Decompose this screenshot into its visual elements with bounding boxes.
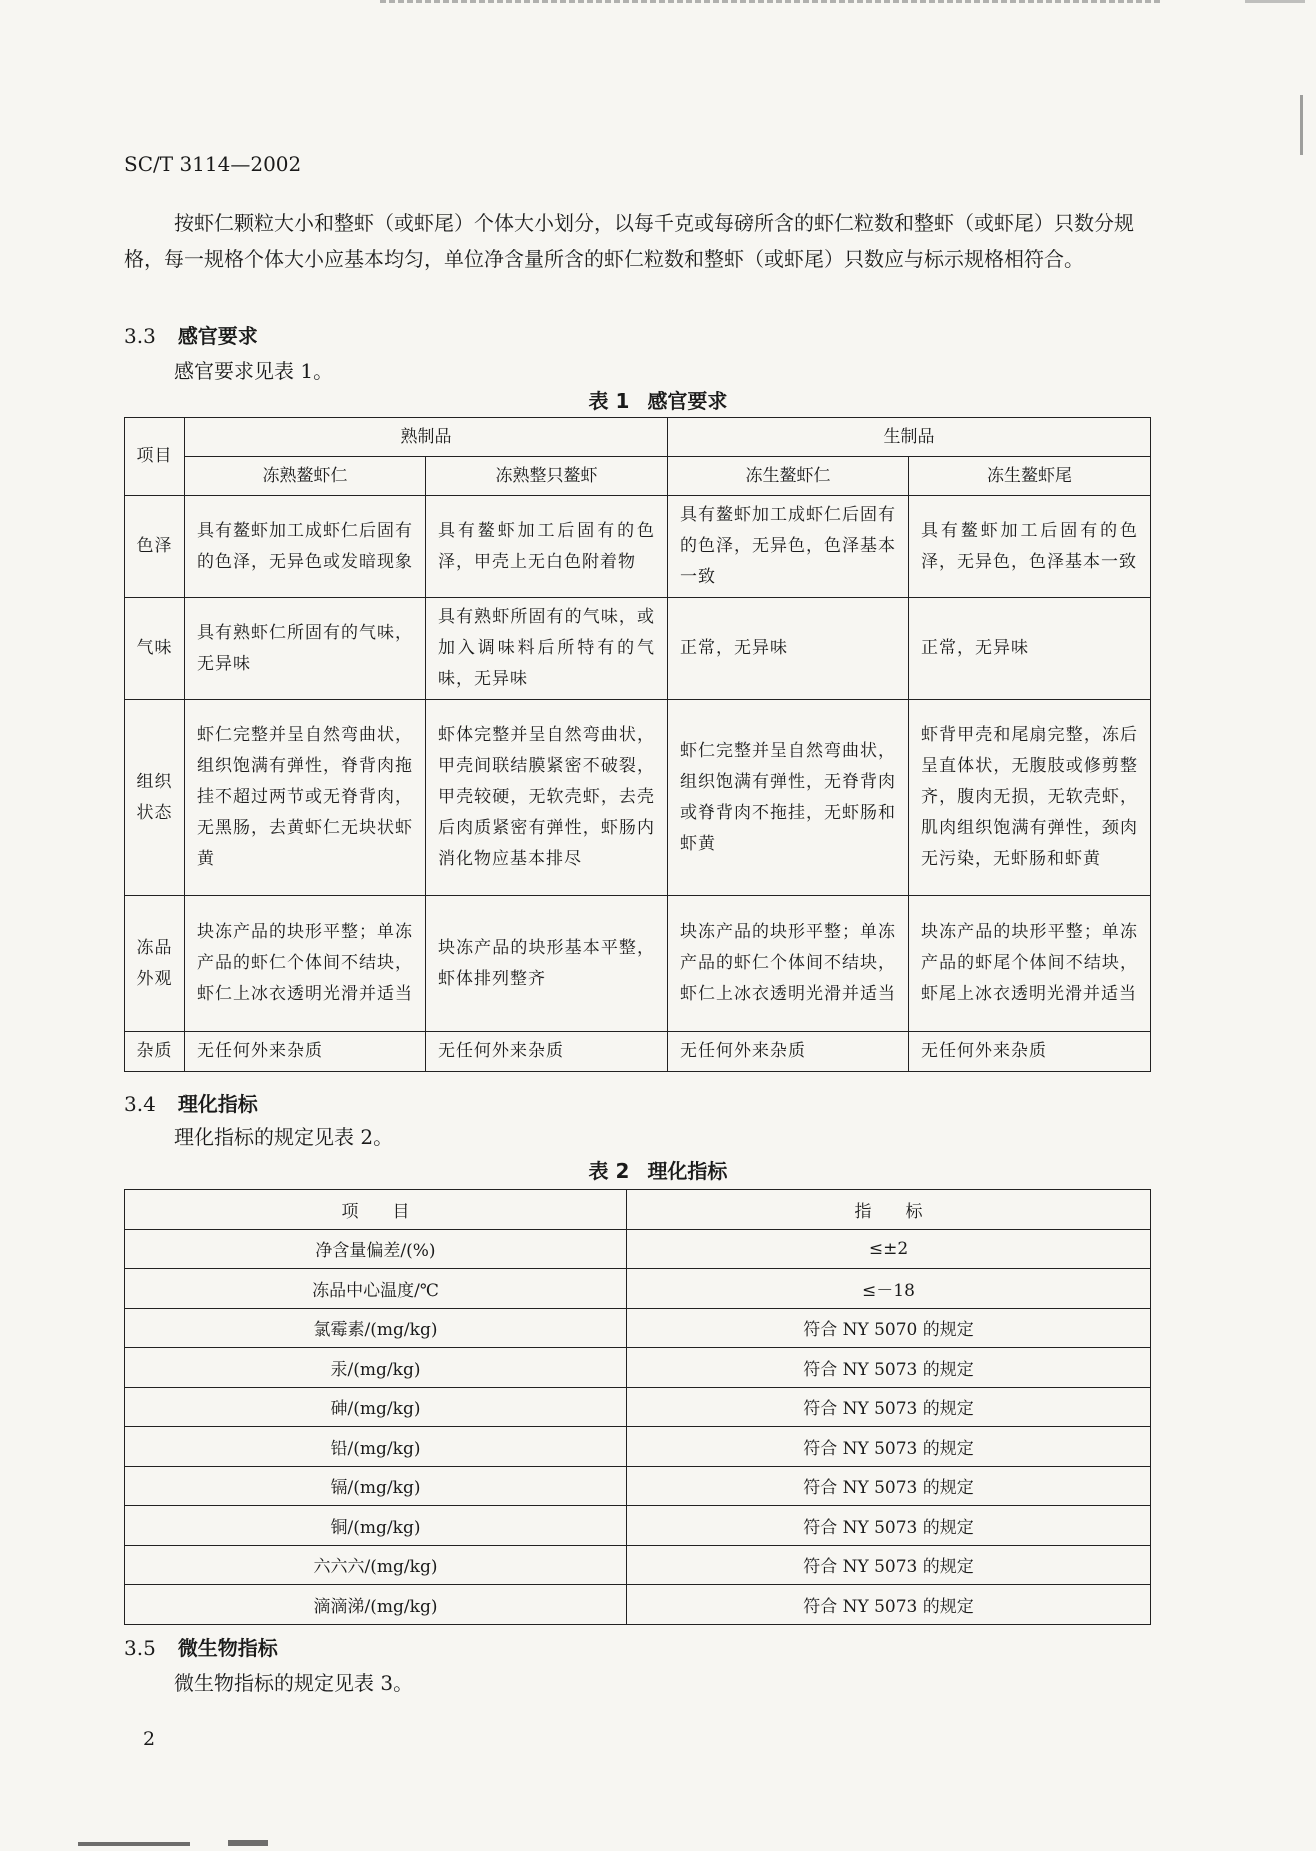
table-cell: 虾背甲壳和尾扇完整，冻后呈直体状，无腹肢或修剪整齐，腹肉无损，无软壳虾，肌肉组织饱满有弹性，颈肉无污染，无虾肠和虾黄 (909, 700, 1151, 896)
table1-caption-number: 表 1 (588, 389, 630, 413)
table1-row-label: 杂质 (125, 1032, 185, 1072)
table-row (125, 1229, 1151, 1269)
table-cell: 符合 NY 5073 的规定 (627, 1545, 1151, 1585)
section-number: 3.5 (124, 1636, 156, 1660)
sensory-requirements-table (124, 417, 1151, 1072)
table-cell: 正常，无异味 (668, 598, 909, 700)
table-cell: 净含量偏差/(%) (125, 1229, 627, 1269)
table-cell: 汞/(mg/kg) (125, 1348, 627, 1388)
section-title: 理化指标 (177, 1092, 258, 1116)
table1-corner-cell: 项目 (125, 418, 185, 496)
table-cell: 具有鳌虾加工后固有的色泽，无异色，色泽基本一致 (909, 496, 1151, 598)
section-title: 微生物指标 (177, 1636, 278, 1660)
table-cell: 砷/(mg/kg) (125, 1387, 627, 1427)
table-row (125, 1269, 1151, 1309)
table1-group-raw: 生制品 (668, 418, 1151, 457)
table1-row-label: 色泽 (125, 496, 185, 598)
table-row (125, 1466, 1151, 1506)
table1-row-label: 组织状态 (125, 700, 185, 896)
scan-bottom-artifact (78, 1842, 190, 1846)
table1-header-row (125, 418, 1151, 457)
table-row (125, 1032, 1151, 1072)
table-cell: 无任何外来杂质 (909, 1032, 1151, 1072)
table2-caption-title: 理化指标 (647, 1159, 728, 1183)
table-cell: 符合 NY 5073 的规定 (627, 1585, 1151, 1625)
table-cell: 具有熟虾所固有的气味，或加入调味料后所特有的气味，无异味 (426, 598, 668, 700)
table-cell: 铜/(mg/kg) (125, 1506, 627, 1546)
table1-group-cooked: 熟制品 (185, 418, 668, 457)
table1-subheader-row (125, 457, 1151, 496)
table-row (125, 1585, 1151, 1625)
table-cell: 符合 NY 5073 的规定 (627, 1387, 1151, 1427)
table-row (125, 1545, 1151, 1585)
table1-caption (0, 385, 1316, 414)
table-cell: 块冻产品的块形平整；单冻产品的虾尾个体间不结块，虾尾上冰衣透明光滑并适当 (909, 896, 1151, 1032)
table-row (125, 1348, 1151, 1388)
intro-paragraph: 按虾仁颗粒大小和整虾（或虾尾）个体大小划分，以每千克或每磅所含的虾仁粒数和整虾（或虾尾）只数分规格，每一规格个体大小应基本均匀，单位净含量所含的虾仁粒数和整虾（或虾尾）只数应与标示规格相符合。 (124, 211, 1134, 271)
physicochemical-indicators-table (124, 1189, 1151, 1625)
section-text-3-5: 微生物指标的规定见表 3。 (174, 1671, 414, 1695)
table-row (125, 1427, 1151, 1467)
table-row (125, 700, 1151, 896)
table2-header-row (125, 1190, 1151, 1230)
table-cell: 无任何外来杂质 (668, 1032, 909, 1072)
table-cell: 氯霉素/(mg/kg) (125, 1308, 627, 1348)
page-number: 2 (143, 1728, 156, 1750)
scan-top-artifact (380, 0, 1160, 7)
table-cell: 铅/(mg/kg) (125, 1427, 627, 1467)
table-cell: ≤－18 (627, 1269, 1151, 1309)
table-cell: 块冻产品的块形平整；单冻产品的虾仁个体间不结块，虾仁上冰衣透明光滑并适当 (668, 896, 909, 1032)
table-cell: 具有鳌虾加工后固有的色泽，甲壳上无白色附着物 (426, 496, 668, 598)
section-heading-3-5 (124, 1632, 278, 1661)
table-cell: 符合 NY 5073 的规定 (627, 1348, 1151, 1388)
table-cell: 镉/(mg/kg) (125, 1466, 627, 1506)
table-cell: 虾仁完整并呈自然弯曲状，组织饱满有弹性，脊背肉拖挂不超过两节或无脊背肉，无黑肠，去黄虾仁无块状虾黄 (185, 700, 426, 896)
table2-col-header: 指 标 (627, 1190, 1151, 1230)
table-cell: 符合 NY 5070 的规定 (627, 1308, 1151, 1348)
table-cell: 虾体完整并呈自然弯曲状，甲壳间联结膜紧密不破裂，甲壳较硬，无软壳虾，去壳后肉质紧密有弹性，虾肠内消化物应基本排尽 (426, 700, 668, 896)
table-cell: 滴滴涕/(mg/kg) (125, 1585, 627, 1625)
table-row (125, 1506, 1151, 1546)
section-number: 3.3 (124, 324, 156, 348)
table1-col-header: 冻熟鳌虾仁 (185, 457, 426, 496)
section-text-3-3: 感官要求见表 1。 (174, 359, 334, 383)
table2-col-header: 项 目 (125, 1190, 627, 1230)
scan-bottom-artifact (228, 1840, 268, 1846)
table-cell: 六六六/(mg/kg) (125, 1545, 627, 1585)
scan-top-artifact (1245, 0, 1305, 7)
table2-caption (0, 1155, 1316, 1184)
table-cell: 块冻产品的块形平整；单冻产品的虾仁个体间不结块，虾仁上冰衣透明光滑并适当 (185, 896, 426, 1032)
table1-row-label: 气味 (125, 598, 185, 700)
table-cell: 无任何外来杂质 (426, 1032, 668, 1072)
table-cell: 正常，无异味 (909, 598, 1151, 700)
table-row (125, 896, 1151, 1032)
table-cell: 块冻产品的块形基本平整，虾体排列整齐 (426, 896, 668, 1032)
table-row (125, 496, 1151, 598)
standard-code: SC/T 3114—2002 (124, 152, 302, 176)
table-cell: 冻品中心温度/℃ (125, 1269, 627, 1309)
table1-col-header: 冻生鳌虾尾 (909, 457, 1151, 496)
table1-col-header: 冻生鳌虾仁 (668, 457, 909, 496)
table-cell: 符合 NY 5073 的规定 (627, 1506, 1151, 1546)
table1-caption-title: 感官要求 (647, 389, 728, 413)
scan-edge-mark (1300, 95, 1303, 155)
table-cell: 具有鳌虾加工成虾仁后固有的色泽，无异色，色泽基本一致 (668, 496, 909, 598)
section-number: 3.4 (124, 1092, 156, 1116)
section-text-3-4: 理化指标的规定见表 2。 (174, 1125, 394, 1149)
table-cell: 具有鳌虾加工成虾仁后固有的色泽，无异色或发暗现象 (185, 496, 426, 598)
table-cell: 虾仁完整并呈自然弯曲状，组织饱满有弹性，无脊背肉或脊背肉不拖挂，无虾肠和虾黄 (668, 700, 909, 896)
table-cell: ≤±2 (627, 1229, 1151, 1269)
table-cell: 无任何外来杂质 (185, 1032, 426, 1072)
table1-row-label: 冻品外观 (125, 896, 185, 1032)
table-cell: 符合 NY 5073 的规定 (627, 1466, 1151, 1506)
table-row (125, 1308, 1151, 1348)
table-row (125, 598, 1151, 700)
section-heading-3-4 (124, 1088, 258, 1117)
table2-caption-number: 表 2 (588, 1159, 630, 1183)
table-row (125, 1387, 1151, 1427)
table-cell: 符合 NY 5073 的规定 (627, 1427, 1151, 1467)
table-cell: 具有熟虾仁所固有的气味，无异味 (185, 598, 426, 700)
section-title: 感官要求 (177, 324, 258, 348)
table1-col-header: 冻熟整只鳌虾 (426, 457, 668, 496)
section-heading-3-3 (124, 320, 258, 349)
